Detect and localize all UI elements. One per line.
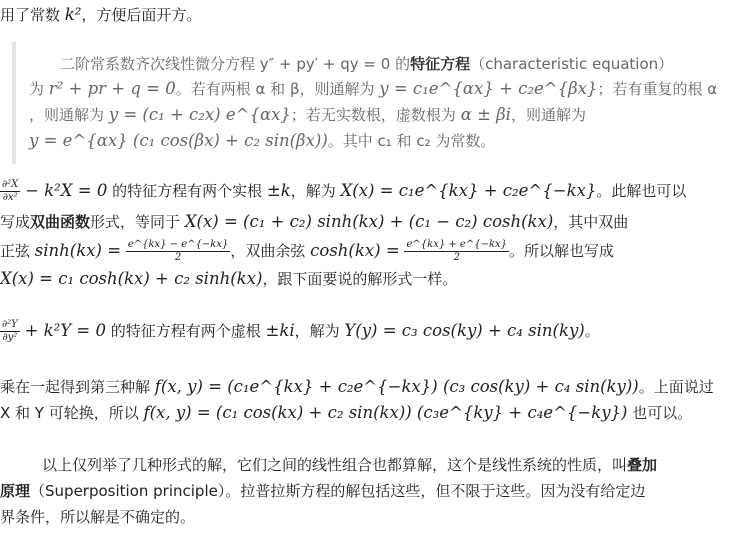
p3-line-1 <box>0 376 714 398</box>
math: cosh(kx) = <box>310 241 400 260</box>
math: y = e^{αx} (c₁ cos(βx) + c₂ sin(βx)) <box>29 131 328 150</box>
quote-line-2 <box>29 78 717 100</box>
math: X(x) = (c₁ + c₂) sinh(kx) + (c₁ − c₂) cosh(kx) <box>184 212 554 231</box>
text: 。上面说过 <box>638 378 714 396</box>
text: ，解为 <box>294 322 345 340</box>
math: y = c₁e^{αx} + c₂e^{βx} <box>379 79 598 98</box>
text: 的特征方程有两个虚根 <box>105 322 266 340</box>
math: X(x) = c₁e^{kx} + c₂e^{−kx} <box>340 181 597 200</box>
bold-term: 特征方程 <box>410 55 471 73</box>
math: − k²X = 0 <box>25 181 108 200</box>
blockquote-bar <box>12 42 16 164</box>
p3-line-2 <box>0 402 692 424</box>
p1-line-2 <box>0 211 628 233</box>
text: 二阶常系数齐次线性微分方程 y″ + py′ + qy = 0 的 <box>60 55 411 73</box>
bold-term: 原理 <box>0 482 31 500</box>
partial-fraction-x: $\frac{\text{∂²X}}{\text{∂x²}}$ <box>2 179 19 203</box>
math: ±ki <box>265 321 295 340</box>
text: ；若无实数根，虚数根为 <box>290 106 461 124</box>
text: 用了常数 <box>0 6 65 24</box>
partial-fraction-y: $\frac{\text{∂²Y}}{\text{∂y²}}$ <box>2 319 18 343</box>
bold-term: 叠加 <box>627 456 658 474</box>
text: ，则通解为 <box>29 106 109 124</box>
text: 界条件，所以解是不确定的。 <box>0 508 196 526</box>
text: 。此解也可以 <box>596 182 687 200</box>
quote-line-3 <box>29 104 586 126</box>
sinh-fraction: $\frac{e\^{}\{kx\} - e\^{}\{-kx\}}{2}$ <box>127 239 229 263</box>
bold-term: 双曲函数 <box>30 213 91 231</box>
math: y = (c₁ + c₂x) e^{αx} <box>108 105 291 124</box>
quote-line-4 <box>29 130 495 152</box>
p1-line-3 <box>0 240 614 263</box>
text: 。若有两根 α 和 β，则通解为 <box>175 80 380 98</box>
text: 乘在一起得到第三种解 <box>0 378 155 396</box>
text: 。所以解也写成 <box>509 242 615 260</box>
quote-line-1 <box>60 53 673 75</box>
cosh-fraction: $\frac{e\^{}\{kx\} + e\^{}\{-kx\}}{2}$ <box>406 239 508 263</box>
p1-line-1 <box>0 180 686 203</box>
text: ，方便后面开方。 <box>81 6 202 24</box>
text: ，则通解为 <box>510 106 586 124</box>
text: 的特征方程有两个实根 <box>107 182 267 200</box>
math: r² + pr + q = 0 <box>48 79 176 98</box>
text: 。 <box>584 322 600 340</box>
text: ；若有重复的根 α <box>597 80 718 98</box>
text: （Superposition principle） <box>30 482 226 500</box>
text: 写成 <box>0 213 31 231</box>
math: f(x, y) = (c₁e^{kx} + c₂e^{−kx}) (c₃ cos(ky) + c₄ sin(ky)) <box>154 377 639 396</box>
text: X 和 Y 可轮换，所以 <box>0 404 144 422</box>
math: f(x, y) = (c₁ cos(kx) + c₂ sin(kx)) (c₃e^{ky} + c₄e^{−ky}) <box>143 403 628 422</box>
math: k² <box>64 5 82 24</box>
text: ，其中双曲 <box>553 213 629 231</box>
text: ，跟下面要说的解形式一样。 <box>262 270 458 288</box>
text: 。其中 c₁ 和 c₂ 为常数。 <box>327 132 496 150</box>
text: 以上仅列举了几种形式的解，它们之间的线性组合也都算解，这个是线性系统的性质，叫 <box>42 456 628 474</box>
text: 为 <box>29 80 49 98</box>
text: 也可以。 <box>627 404 693 422</box>
text: （characteristic equation） <box>470 55 674 73</box>
intro-line <box>0 4 201 26</box>
text: 形式，等同于 <box>90 213 185 231</box>
math: + k²Y = 0 <box>24 321 106 340</box>
p2-line <box>0 320 600 343</box>
math: α ± βi <box>460 105 511 124</box>
text: 正弦 <box>0 242 35 260</box>
text: ，解为 <box>290 182 341 200</box>
math: X(x) = c₁ cosh(kx) + c₂ sinh(kx) <box>0 269 263 288</box>
text: ，双曲余弦 <box>230 242 311 260</box>
p4-line-3 <box>0 506 195 528</box>
p4-line-1 <box>42 454 657 476</box>
p4-line-2 <box>0 480 645 502</box>
math: sinh(kx) = <box>34 241 122 260</box>
text: 。拉普拉斯方程的解包括这些，但不限于这些。因为没有给定边 <box>225 482 646 500</box>
math: ±k <box>266 181 291 200</box>
p1-line-4 <box>0 268 457 290</box>
math: Y(y) = c₃ cos(ky) + c₄ sin(ky) <box>344 321 585 340</box>
